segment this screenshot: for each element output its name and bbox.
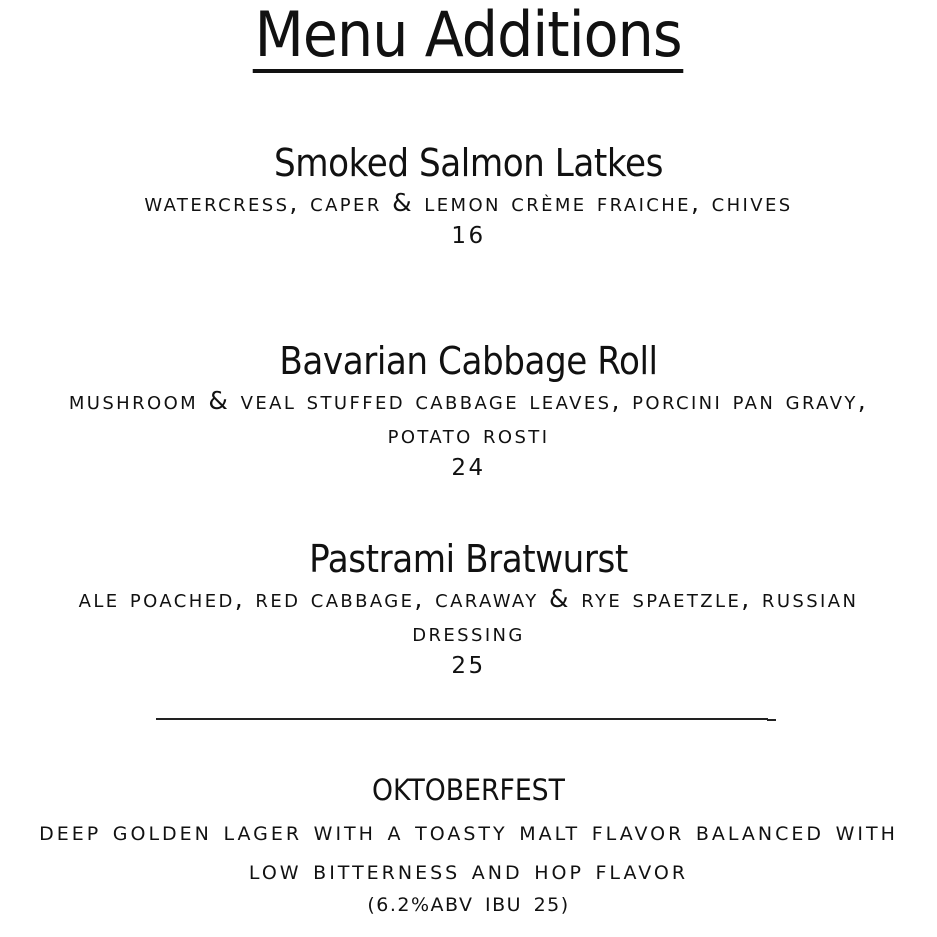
page-title [0,0,937,73]
menu-item-description: watercress, caper & lemon crème fraiche, chives [144,188,793,217]
menu-item-bavarian-cabbage-roll [0,338,937,484]
section-divider [156,718,768,720]
page-title-text: Menu Additions [254,0,683,71]
section-divider-tail [767,719,776,721]
menu-item-smoked-salmon-latkes [0,140,937,252]
menu-item-description: ale poached, red cabbage, caraway & rye spaetzle, russian dressing [78,584,859,647]
menu-item-price: 16 [451,223,486,249]
beer-name: OKTOBERFEST [372,773,565,807]
menu-item-price: 25 [451,653,486,679]
beer-description: deep golden lager with a toasty malt flavor balanced with low bitterness and hop flavor [39,816,898,886]
menu-item-price: 24 [451,455,486,481]
menu-item-description: mushroom & veal stuffed cabbage leaves, porcini pan gravy, potato rosti [68,386,869,449]
beer-stats: (6.2%ABV IBU 25) [367,894,570,916]
beer-feature [0,770,937,920]
menu-item-name: Bavarian Cabbage Roll [279,339,658,383]
menu-item-pastrami-bratwurst [0,536,937,682]
menu-item-name: Pastrami Bratwurst [309,537,628,581]
menu-item-name: Smoked Salmon Latkes [274,141,663,185]
